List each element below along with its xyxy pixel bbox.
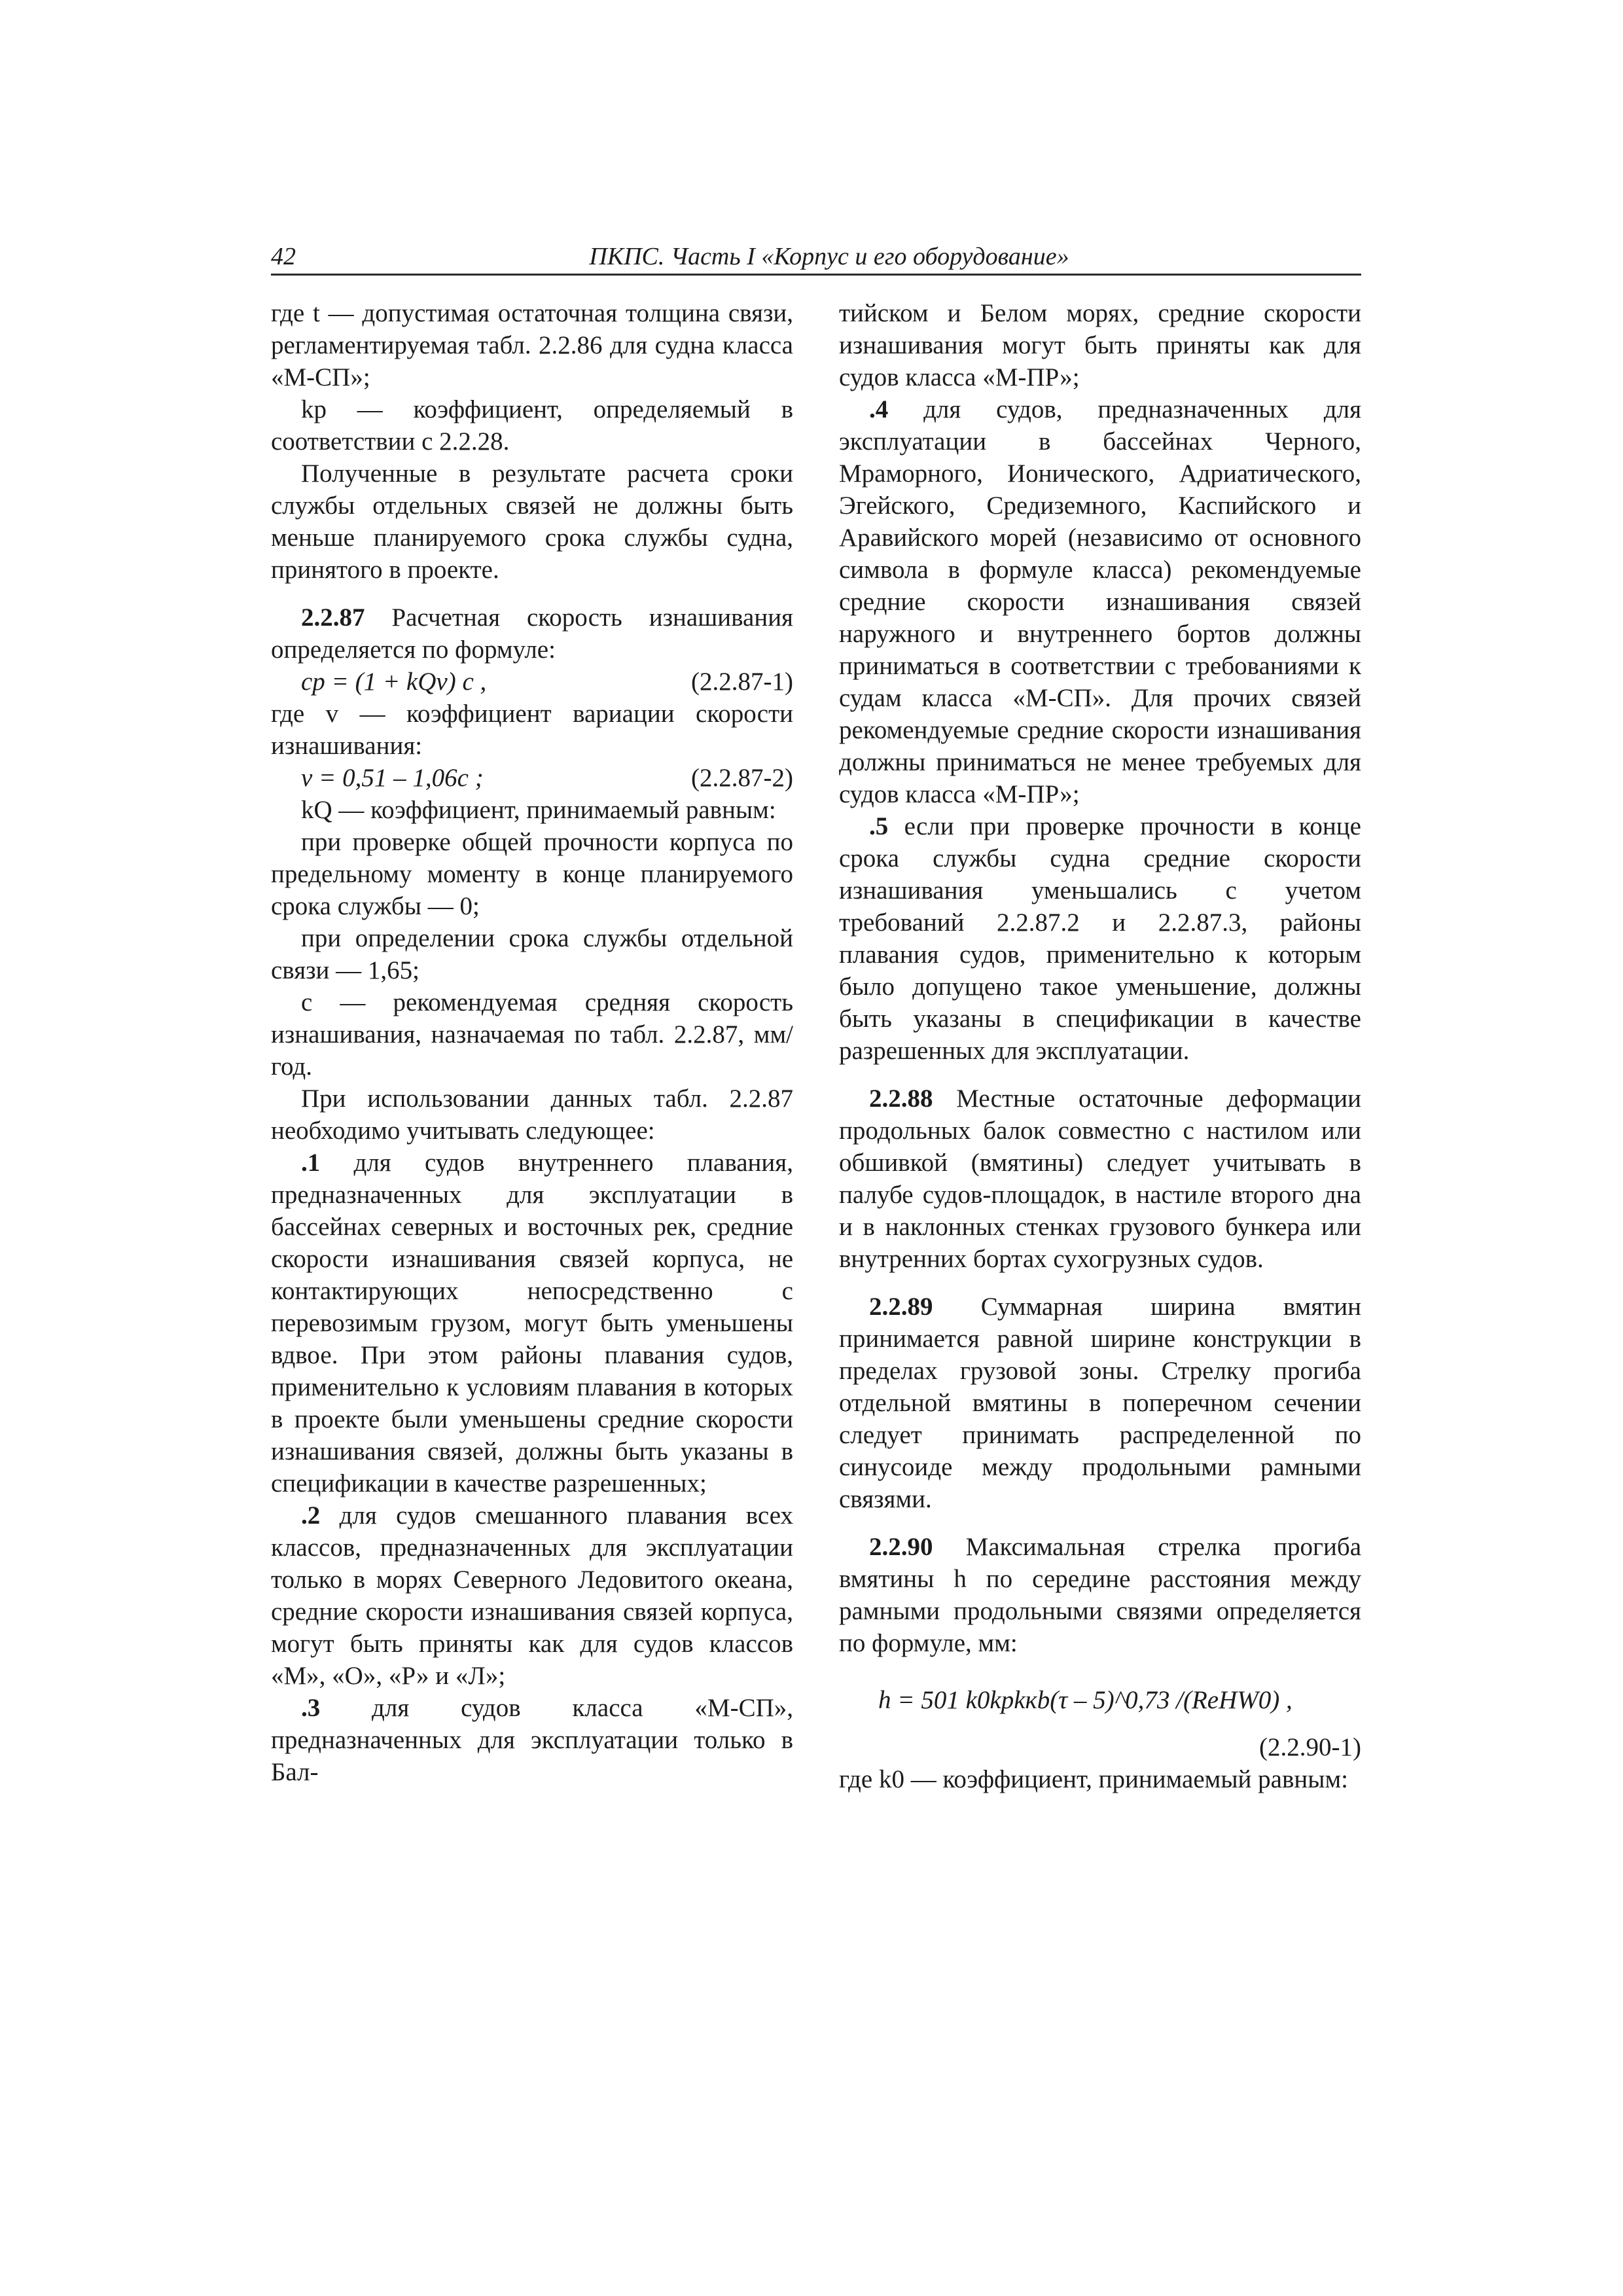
section-number: 2.2.87 xyxy=(301,603,365,632)
paragraph-where-t: где t — допустимая остаточная толщина связи, регламентируемая табл. 2.2.86 для судна класса «М-СП»; xyxy=(271,299,793,391)
list-item-text: для судов, предназначенных для эксплуатации в бассейнах Черного, Мраморного, Ионического, Адриатического, Эгейского, Средиземного, Каспийского и Аравийского морей (независимо от основного символа в формуле класса) рекомендуемые средние скорости изнашивания связей наружного и внутреннего бортов должны приниматься в соответствии с требованиями к судам класса «М-СП». Для прочих связей рекомендуемые средние скорости изнашивания должны приниматься не менее требуемых для судов класса «М-ПР»; xyxy=(839,395,1362,808)
formula-expression: v = 0,51 – 1,06c ; xyxy=(301,764,484,792)
section-number: 2.2.90 xyxy=(869,1533,933,1561)
formula-2-2-90-1 xyxy=(839,1679,1361,1731)
paragraph-c: c — рекомендуемая средняя скорость изнашивания, назначаемая по табл. 2.2.87, мм/год. xyxy=(271,988,793,1081)
paragraph-table-usage: При использовании данных табл. 2.2.87 необходимо учитывать следующее: xyxy=(271,1085,793,1145)
paragraph-general-strength: при проверке общей прочности корпуса по предельному моменту в конце планируемого срока службы — 0; xyxy=(271,828,793,920)
section-text: Суммарная ширина вмятин принимается равной ширине конструкции в пределах грузовой зоны. Стрелку прогиба отдельной вмятины в поперечном сечении следует принимать распределенной по синусоиде между продольными рамными связями. xyxy=(839,1293,1361,1513)
list-item-text: для судов смешанного плавания всех классов, предназначенных для эксплуатации только в морях Северного Ледовитого океана, средние скорости изнашивания связей корпуса, могут быть приняты как для судов классов «М», «О», «Р» и «Л»; xyxy=(271,1501,793,1690)
formula-expression: h = 501 k0kрkкb(τ – 5)^0,73 /(ReHW0) , xyxy=(878,1686,1293,1714)
section-2-2-88 xyxy=(839,1083,1361,1275)
paragraph-kp: kр — коэффициент, определяемый в соответствии с 2.2.28. xyxy=(271,395,793,456)
paragraph-k0: где k0 — коэффициент, принимаемый равным: xyxy=(839,1765,1348,1793)
section-number: 2.2.88 xyxy=(869,1085,933,1113)
list-item-number: .3 xyxy=(301,1694,321,1722)
list-item-3 xyxy=(271,1692,793,1788)
formula-number: (2.2.87-2) xyxy=(691,764,793,792)
list-item-1 xyxy=(271,1147,793,1499)
formula-2-2-87-2 xyxy=(271,762,793,794)
list-item-number: .1 xyxy=(301,1149,321,1177)
list-item-4 xyxy=(839,393,1361,810)
section-2-2-90 xyxy=(839,1531,1361,1659)
section-text: Максимальная стрелка прогиба вмятины h по середине расстояния между рамными продольными связями определяется по формуле, мм: xyxy=(839,1533,1361,1657)
list-item-number: .5 xyxy=(869,812,889,840)
paragraph-variation: где v — коэффициент вариации скорости изнашивания: xyxy=(271,700,793,760)
section-2-2-87 xyxy=(271,601,793,666)
page-number: 42 xyxy=(271,243,296,270)
page-header xyxy=(271,242,1361,276)
section-number: 2.2.89 xyxy=(869,1293,933,1321)
right-column xyxy=(839,297,1361,1795)
list-item-text: если при проверке прочности в конце срока службы судна средние скорости изнашивания уменьшались с учетом требований 2.2.87.2 и 2.2.87.3, районы плавания судов, применительно к которым было допущено такое уменьшение, должны быть указаны в спецификации в качестве разрешенных для эксплуатации. xyxy=(839,812,1361,1065)
list-item-2 xyxy=(271,1499,793,1692)
section-text: Расчетная скорость изнашивания определяется по формуле: xyxy=(271,603,794,664)
list-item-number: .2 xyxy=(301,1501,321,1530)
paragraph-kq: kQ — коэффициент, принимаемый равным: xyxy=(301,796,776,824)
paragraph-service-life: Полученные в результате расчета сроки службы отдельных связей не должны быть меньше планируемого срока службы судна, принятого в проекте. xyxy=(271,459,793,584)
list-item-text: для судов класса «М-СП», предназначенных для эксплуатации только в Бал- xyxy=(271,1694,793,1786)
formula-expression: cр = (1 + kQv) c , xyxy=(301,668,487,696)
section-text: Местные остаточные деформации продольных балок совместно с настилом или обшивкой (вмятины) следует учитывать в палубе судов-площадок, в настиле второго дна и в наклонных стенках грузового бункера или внутренних бортах сухогрузных судов. xyxy=(839,1085,1361,1273)
formula-2-2-87-1 xyxy=(271,666,793,698)
formula-number: (2.2.90-1) xyxy=(1259,1733,1361,1761)
section-2-2-89 xyxy=(839,1291,1361,1515)
left-column xyxy=(271,297,793,1788)
list-item-5 xyxy=(839,810,1361,1067)
paragraph-service-life-single: при определении срока службы отдельной связи — 1,65; xyxy=(271,924,793,984)
formula-number: (2.2.87-1) xyxy=(691,668,793,696)
list-item-text: для судов внутреннего плавания, предназначенных для эксплуатации в бассейнах северных и восточных рек, средние скорости изнашивания связей корпуса, не контактирующих непосредственно с перевозимым грузом, могут быть уменьшены вдвое. При этом районы плавания судов, применительно к условиям плавания в которых в проекте были уменьшены средние скорости изнашивания связей, должны быть указаны в спецификации в качестве разрешенных; xyxy=(271,1149,793,1498)
list-item-number: .4 xyxy=(869,395,889,423)
paragraph-continuation: тийском и Белом морях, средние скорости изнашивания могут быть приняты как для судов класса «М-ПР»; xyxy=(839,299,1361,391)
running-title: ПКПС. Часть I «Корпус и его оборудование» xyxy=(589,243,1069,270)
